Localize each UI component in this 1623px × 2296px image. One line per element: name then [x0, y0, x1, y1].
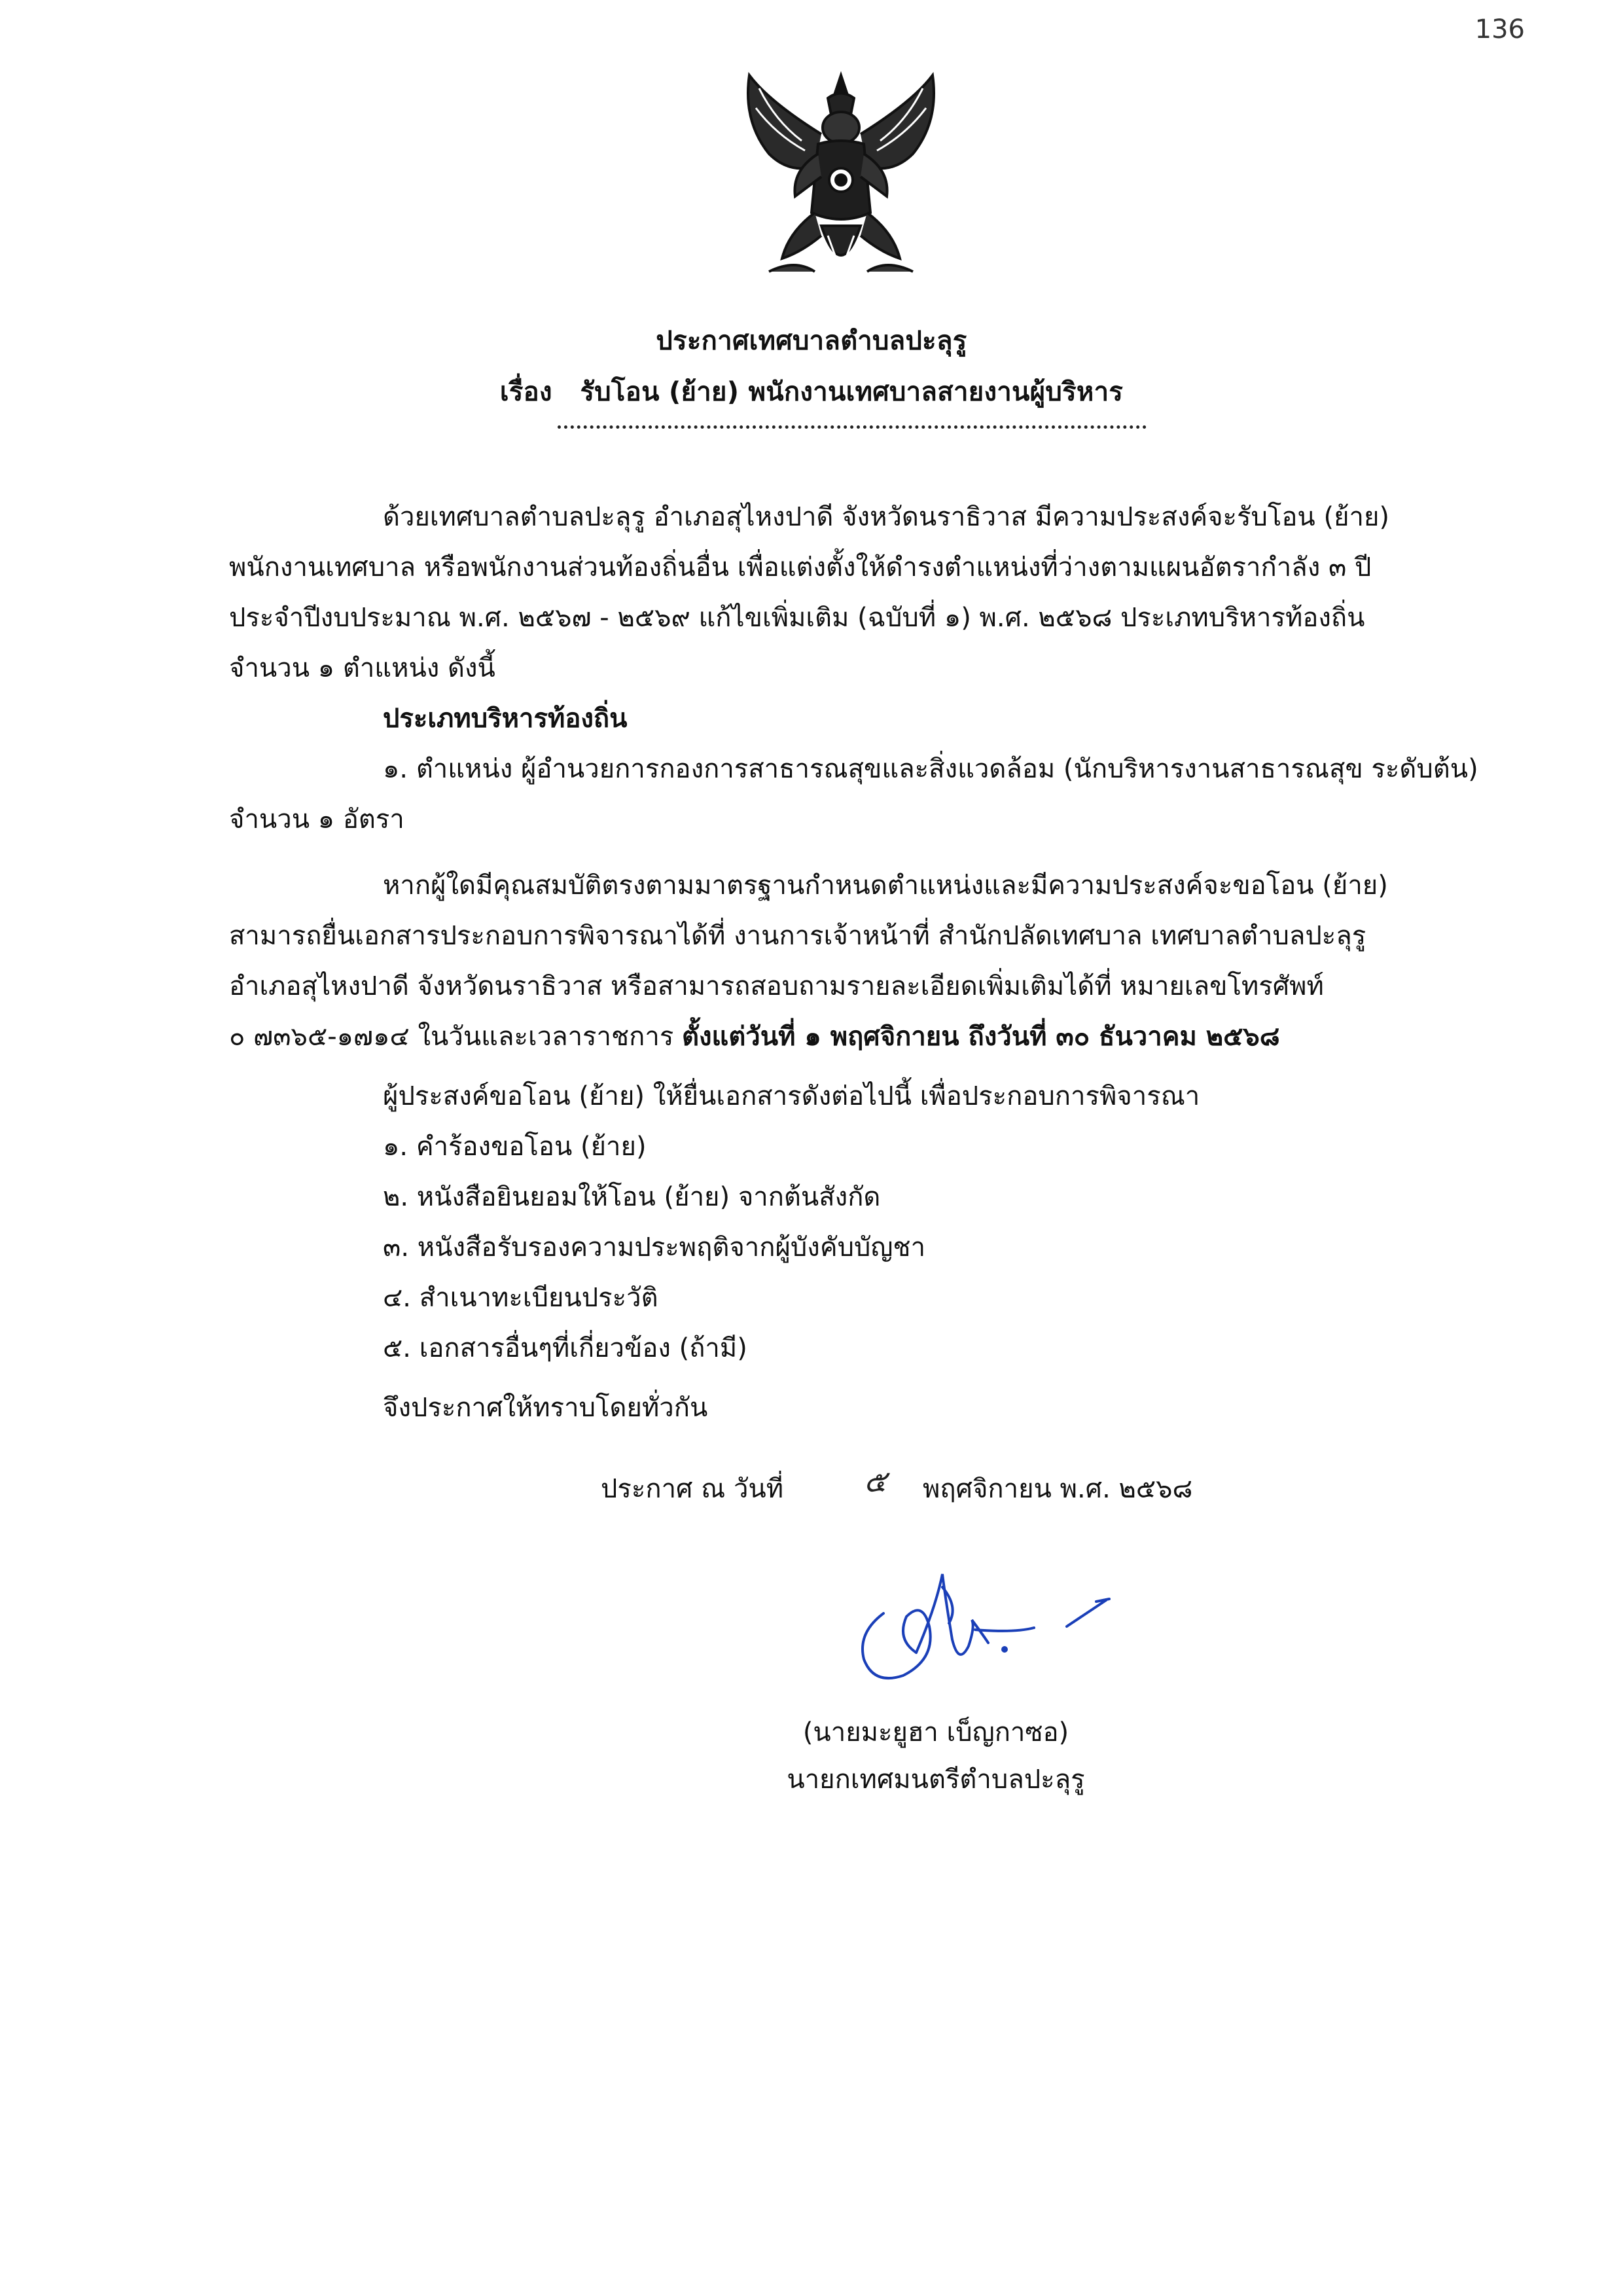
- document-item-5: ๕. เอกสารอื่นๆที่เกี่ยวข้อง (ถ้ามี): [383, 1333, 747, 1363]
- application-line-2: สามารถยื่นเอกสารประกอบการพิจารณาได้ที่ งานการเจ้าหน้าที่ สำนักปลัดเทศบาล เทศบาลตำบลปะลุรู: [229, 921, 1366, 951]
- application-period: ตั้งแต่วันที่ ๑ พฤศจิกายน ถึงวันที่ ๓๐ ธันวาคม ๒๕๖๘: [682, 1022, 1280, 1052]
- date-day: ๕: [864, 1463, 887, 1499]
- signatory-position: นายกเทศมนตรีตำบลปะลุรู: [787, 1765, 1085, 1795]
- page-number: 136: [1474, 14, 1525, 45]
- signatory-name: (นายมะยูฮา เบ็ญกาซอ): [802, 1717, 1069, 1748]
- document-item-4: ๔. สำเนาทะเบียนประวัติ: [383, 1283, 658, 1313]
- dotted-separator: [558, 425, 1147, 429]
- intro-line-3: ประจำปีงบประมาณ พ.ศ. ๒๕๖๗ - ๒๕๖๙ แก้ไขเพิ่มเติม (ฉบับที่ ๑) พ.ศ. ๒๕๖๘ ประเภทบริหารท้องถิ่น: [229, 603, 1365, 633]
- handwritten-signature: [844, 1561, 1119, 1698]
- application-line-4: [229, 1020, 1280, 1053]
- application-line-1: หากผู้ใดมีคุณสมบัติตรงตามมาตรฐานกำหนดตำแหน่งและมีความประสงค์จะขอโอน (ย้าย): [383, 870, 1388, 901]
- subject-label: เรื่อง: [499, 377, 552, 407]
- date-suffix: พฤศจิกายน พ.ศ. ๒๕๖๘: [923, 1474, 1193, 1504]
- document-item-1: ๑. คำร้องขอโอน (ย้าย): [383, 1132, 647, 1162]
- application-line-3: อำเภอสุไหงปาดี จังหวัดนราธิวาส หรือสามารถสอบถามรายละเอียดเพิ่มเติมได้ที่ หมายเลขโทรศัพท์: [229, 971, 1324, 1001]
- subject-text: รับโอน (ย้าย) พนักงานเทศบาลสายงานผู้บริหาร: [580, 377, 1124, 407]
- announcement-title: ประกาศเทศบาลตำบลปะลุรู: [656, 326, 967, 356]
- category-item-line-1: ๑. ตำแหน่ง ผู้อำนวยการกองการสาธารณสุขและสิ่งแวดล้อม (นักบริหารงานสาธารณสุข ระดับต้น): [383, 754, 1478, 784]
- document-item-2: ๒. หนังสือยินยอมให้โอน (ย้าย) จากต้นสังกัด: [383, 1182, 881, 1212]
- garuda-emblem: [730, 62, 952, 298]
- announcement-subject-line: [0, 370, 1623, 412]
- intro-line-2: พนักงานเทศบาล หรือพนักงานส่วนท้องถิ่นอื่น เพื่อแต่งตั้งให้ดำรงตำแหน่งที่ว่างตามแผนอัตรากำลัง ๓ ปี: [229, 552, 1372, 583]
- category-item-line-2: จำนวน ๑ อัตรา: [229, 804, 404, 834]
- date-prefix: ประกาศ ณ วันที่: [601, 1474, 784, 1504]
- intro-line-1: ด้วยเทศบาลตำบลปะลุรู อำเภอสุไหงปาดี จังหวัดนราธิวาส มีความประสงค์จะรับโอน (ย้าย): [383, 502, 1390, 532]
- intro-line-4: จำนวน ๑ ตำแหน่ง ดังนี้: [229, 653, 495, 683]
- documents-intro: ผู้ประสงค์ขอโอน (ย้าย) ให้ยื่นเอกสารดังต่อไปนี้ เพื่อประกอบการพิจารณา: [383, 1081, 1200, 1111]
- closing-statement: จึงประกาศให้ทราบโดยทั่วกัน: [383, 1393, 708, 1423]
- category-heading: ประเภทบริหารท้องถิ่น: [383, 704, 628, 734]
- contact-phone-text: ๐ ๗๓๖๕-๑๗๑๔ ในวันและเวลาราชการ: [229, 1022, 683, 1052]
- document-item-3: ๓. หนังสือรับรองความประพฤติจากผู้บังคับบัญชา: [383, 1232, 926, 1263]
